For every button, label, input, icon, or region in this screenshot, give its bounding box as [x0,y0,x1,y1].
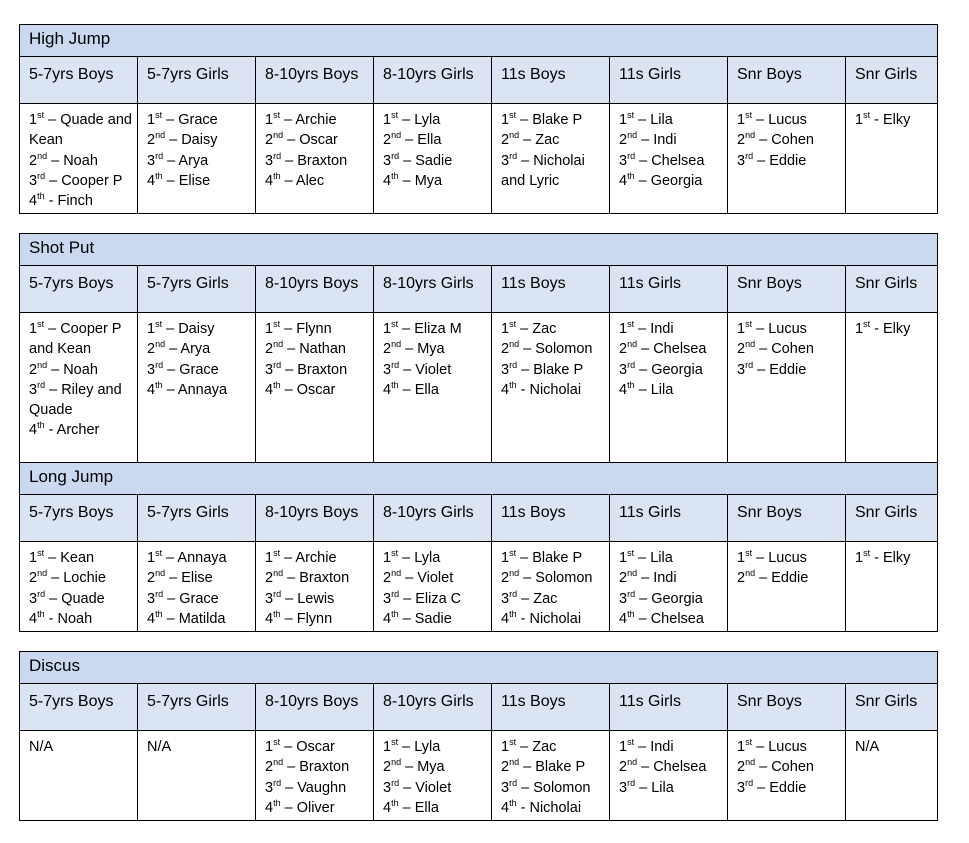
placing-entry: N/A [29,739,54,755]
placing-entry: 1st – Daisy [147,319,215,337]
placing-entry: 2nd – Chelsea [619,757,707,776]
column-header: 8-10yrs Boys [256,495,374,542]
placing-entry: 2nd – Eddie [737,568,809,587]
column-header: Snr Girls [846,684,938,731]
column-header: 8-10yrs Girls [374,57,492,104]
placing-entry: 1st – Archie [265,548,337,566]
column-header: 8-10yrs Girls [374,684,492,731]
column-header: Snr Boys [728,266,846,313]
event-table-shot-put [19,233,937,488]
placing-entry: 1st – Blake P [501,110,583,128]
results-cell [374,731,492,821]
column-header: 11s Girls [610,266,728,313]
column-header: 5-7yrs Boys [20,495,138,542]
placing-entry: 3rd – Quade [29,588,105,607]
event-table-high-jump [19,24,937,214]
results-cell [728,104,846,214]
placing-entry: 3rd – Eliza C [383,588,462,607]
placing-entry: 1st - Elky [855,319,911,337]
column-header: Snr Boys [728,684,846,731]
placing-entry: 4th - Noah [29,609,93,627]
placing-entry: 1st – Lucus [737,737,807,755]
placing-entry: 2nd – Chelsea [619,339,707,358]
results-cell [256,104,374,214]
placing-entry: 4th – Ella [383,380,439,398]
placing-entry: 1st – Lucus [737,548,807,566]
placing-entry: 1st – Flynn [265,319,332,337]
placing-entry: 1st – Kean [29,548,95,566]
placing-entry: 4th – Sadie [383,609,452,627]
placing-entry: 3rd – Lewis [265,588,335,607]
column-header: Snr Girls [846,495,938,542]
placing-entry: 3rd – Braxton [265,359,348,378]
results-cell [846,104,938,214]
column-header: 11s Boys [492,495,610,542]
placing-entry: 1st – Indi [619,737,674,755]
event-table-long-jump [19,462,937,632]
results-cell [374,104,492,214]
placing-entry: 3rd – Cooper P [29,171,123,189]
placing-entry: 2nd – Cohen [737,339,814,358]
results-cell [492,731,610,821]
column-header: Snr Boys [728,57,846,104]
placing-entry: 1st – Grace [147,110,218,128]
column-header: 11s Boys [492,684,610,731]
event-table-discus [19,651,937,821]
placing-entry: N/A [147,739,172,755]
results-cell [138,104,256,214]
placing-entry: 1st – Annaya [147,548,227,566]
placing-entry: 4th - Finch [29,191,93,210]
column-header: 8-10yrs Boys [256,57,374,104]
placing-entry: 3rd – Georgia [619,588,703,607]
placing-entry: 4th – Flynn [265,609,333,627]
placing-entry: 1st – Zac [501,737,557,755]
placing-entry: 3rd – Braxton [265,150,348,169]
column-header: Snr Girls [846,266,938,313]
column-header: 11s Boys [492,266,610,313]
results-cell [728,542,846,632]
event-title: Discus [20,652,938,684]
placing-entry: 1st – Eliza M [383,319,462,337]
placing-entry: 2nd – Cohen [737,757,814,776]
event-title: Long Jump [20,463,938,495]
placing-entry: 3rd – Sadie [383,150,453,169]
results-cell [20,542,138,632]
results-cell [20,731,138,821]
placing-entry: 1st – Lucus [737,319,807,337]
placing-entry: 4th - Nicholai [501,609,582,627]
results-cell [846,731,938,821]
placing-entry: 3rd – Arya [147,150,209,169]
results-cell [728,731,846,821]
placing-entry: 4th - Archer [29,420,100,439]
placing-entry: 2nd – Indi [619,568,677,587]
placing-entry: 1st – Lyla [383,110,441,128]
placing-entry: 1st – Cooper P and Kean [29,319,122,358]
placing-entry: 1st – Blake P [501,548,583,566]
placing-entry: 4th – Elise [147,171,211,189]
column-header: 5-7yrs Girls [138,684,256,731]
placing-entry: 3rd – Nicholai and Lyric [501,150,585,189]
event-title: High Jump [20,25,938,57]
placing-entry: 3rd – Eddie [737,150,807,169]
placing-entry: 1st – Indi [619,319,674,337]
results-cell [138,731,256,821]
placing-entry: 3rd – Eddie [737,777,807,796]
placing-entry: 3rd – Grace [147,359,219,378]
placing-entry: 2nd – Braxton [265,568,350,587]
placing-entry: 2nd – Arya [147,339,211,358]
placing-entry: 2nd – Noah [29,150,98,169]
results-table [19,233,938,488]
placing-entry: 3rd – Blake P [501,359,584,378]
results-cell [610,731,728,821]
column-header: 8-10yrs Boys [256,684,374,731]
results-cell [20,104,138,214]
placing-entry: 4th - Nicholai [501,798,582,816]
placing-entry: N/A [855,739,880,755]
placing-entry: 4th – Annaya [147,380,228,398]
placing-entry: 2nd – Zac [501,130,560,149]
placing-entry: 2nd – Solomon [501,568,593,587]
placing-entry: 1st – Lyla [383,737,441,755]
placing-entry: 1st – Lyla [383,548,441,566]
placing-entry: 3rd – Zac [501,588,558,607]
placing-entry: 4th - Nicholai [501,380,582,398]
placing-entry: 2nd – Blake P [501,757,586,776]
placing-entry: 2nd – Elise [147,568,213,587]
placing-entry: 4th – Oscar [265,380,336,398]
column-header: 11s Boys [492,57,610,104]
column-header: 11s Girls [610,57,728,104]
column-header: Snr Girls [846,57,938,104]
column-header: 5-7yrs Boys [20,57,138,104]
results-cell [374,542,492,632]
column-header: 5-7yrs Boys [20,684,138,731]
placing-entry: 3rd – Violet [383,359,452,378]
column-header: 5-7yrs Boys [20,266,138,313]
placing-entry: 3rd – Solomon [501,777,591,796]
placing-entry: 3rd – Grace [147,588,219,607]
placing-entry: 1st - Elky [855,548,911,566]
placing-entry: 1st – Zac [501,319,557,337]
column-header: 11s Girls [610,495,728,542]
results-cell [138,542,256,632]
column-header: 8-10yrs Girls [374,495,492,542]
placing-entry: 2nd – Cohen [737,130,814,149]
event-title: Shot Put [20,234,938,266]
placing-entry: 1st – Lila [619,110,673,128]
results-cell [610,104,728,214]
results-cell [492,542,610,632]
results-table [19,24,938,214]
placing-entry: 4th – Chelsea [619,609,704,627]
column-header: 8-10yrs Girls [374,266,492,313]
placing-entry: 2nd – Mya [383,339,445,358]
placing-entry: 1st - Elky [855,110,911,128]
column-header: 5-7yrs Girls [138,495,256,542]
results-cell [610,542,728,632]
placing-entry: 4th – Oliver [265,798,335,816]
placing-entry: 2nd – Oscar [265,130,338,149]
placing-entry: 4th – Lila [619,380,674,398]
placing-entry: 2nd – Nathan [265,339,346,358]
placing-entry: 1st – Archie [265,110,337,128]
placing-entry: 2nd – Braxton [265,757,350,776]
results-table [19,651,938,821]
placing-entry: 2nd – Solomon [501,339,593,358]
results-cell [256,542,374,632]
placing-entry: 4th – Ella [383,798,439,816]
column-header: 8-10yrs Boys [256,266,374,313]
column-header: 5-7yrs Girls [138,266,256,313]
results-cell [256,731,374,821]
placing-entry: 4th – Alec [265,171,325,189]
placing-entry: 3rd – Eddie [737,359,807,378]
placing-entry: 4th – Mya [383,171,443,189]
results-table [19,462,938,632]
column-header: 5-7yrs Girls [138,57,256,104]
placing-entry: 3rd – Riley and Quade [29,380,122,419]
placing-entry: 2nd – Daisy [147,130,218,149]
placing-entry: 4th – Matilda [147,609,226,627]
placing-entry: 2nd – Noah [29,359,98,378]
placing-entry: 1st – Oscar [265,737,335,755]
placing-entry: 3rd – Chelsea [619,150,705,169]
placing-entry: 2nd – Violet [383,568,454,587]
placing-entry: 1st – Lila [619,548,673,566]
placing-entry: 2nd – Ella [383,130,442,149]
column-header: Snr Boys [728,495,846,542]
placing-entry: 3rd – Lila [619,777,674,796]
placing-entry: 3rd – Vaughn [265,777,347,796]
placing-entry: 1st – Quade and Kean [29,110,132,149]
placing-entry: 2nd – Indi [619,130,677,149]
placing-entry: 2nd – Mya [383,757,445,776]
results-cell [492,104,610,214]
placing-entry: 1st – Lucus [737,110,807,128]
results-cell [846,542,938,632]
placing-entry: 4th – Georgia [619,171,703,189]
placing-entry: 3rd – Georgia [619,359,703,378]
column-header: 11s Girls [610,684,728,731]
placing-entry: 2nd – Lochie [29,568,106,587]
placing-entry: 3rd – Violet [383,777,452,796]
